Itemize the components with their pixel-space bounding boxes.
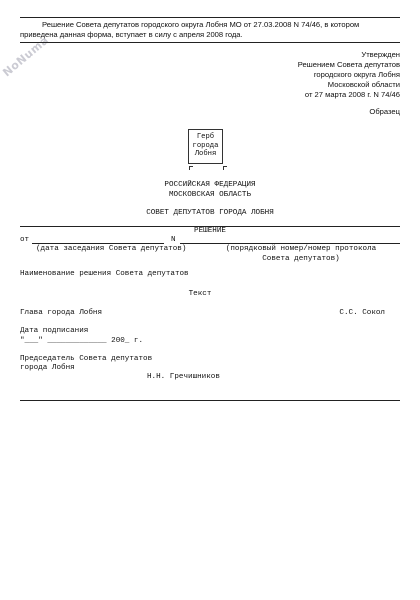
approval-line: Московской области (327, 80, 400, 89)
corner-mark (223, 166, 227, 170)
coat-line: города (192, 141, 219, 150)
header-note-line-1: Решение Совета депутатов городского округа Лобня МО от 27.03.2008 N 74/46, в котором (42, 20, 360, 29)
approval-block (240, 50, 400, 100)
number-caption-line: (порядковый номер/номер протокола (225, 245, 377, 253)
signing-date-label: Дата подписания (20, 327, 89, 335)
chairman-name: Н.Н. Гречишников (147, 373, 220, 381)
corner-mark (189, 166, 193, 170)
date-underline (32, 243, 164, 244)
signing-date-line: "___" _____________ 200_ г. (20, 337, 144, 345)
number-label: N (171, 236, 176, 244)
text-placeholder: Текст (188, 290, 212, 298)
chairman-title-2: города Лобня (20, 364, 75, 372)
chairman-title-1: Председатель Совета депутатов (20, 355, 153, 363)
from-label: от (20, 236, 30, 244)
coat-line: Герб (196, 133, 215, 141)
country-heading: РОССИЙСКАЯ ФЕДЕРАЦИЯ (164, 181, 256, 189)
number-underline (180, 243, 400, 244)
watermark: NoNuma (0, 33, 52, 80)
region-heading: МОСКОВСКАЯ ОБЛАСТЬ (168, 191, 252, 199)
head-name: С.С. Сокол (339, 309, 385, 317)
council-heading: СОВЕТ ДЕПУТАТОВ ГОРОДА ЛОБНЯ (146, 209, 274, 217)
coat-line: Лобня (194, 150, 217, 159)
number-caption-line: Совета депутатов) (262, 254, 340, 263)
number-caption (212, 245, 390, 264)
header-note-line-2: приведена данная форма, вступает в силу с апреля 2008 года. (20, 30, 243, 39)
sample-label: Образец (369, 107, 400, 116)
approval-line: городского округа Лобня (313, 70, 400, 79)
form-bottom-rule (20, 400, 400, 401)
approval-line: от 27 марта 2008 г. N 74/46 (304, 90, 400, 99)
coat-of-arms-box (188, 129, 223, 164)
head-title: Глава города Лобня (20, 309, 103, 317)
header-top-rule (20, 17, 400, 18)
header-bottom-rule (20, 42, 400, 43)
decision-name: Наименование решения Совета депутатов (20, 270, 189, 278)
decision-title: РЕШЕНИЕ (194, 227, 226, 235)
date-caption: (дата заседания Совета депутатов) (36, 245, 187, 253)
approval-line: Решением Совета депутатов (297, 60, 400, 69)
approval-line: Утвержден (361, 50, 400, 59)
